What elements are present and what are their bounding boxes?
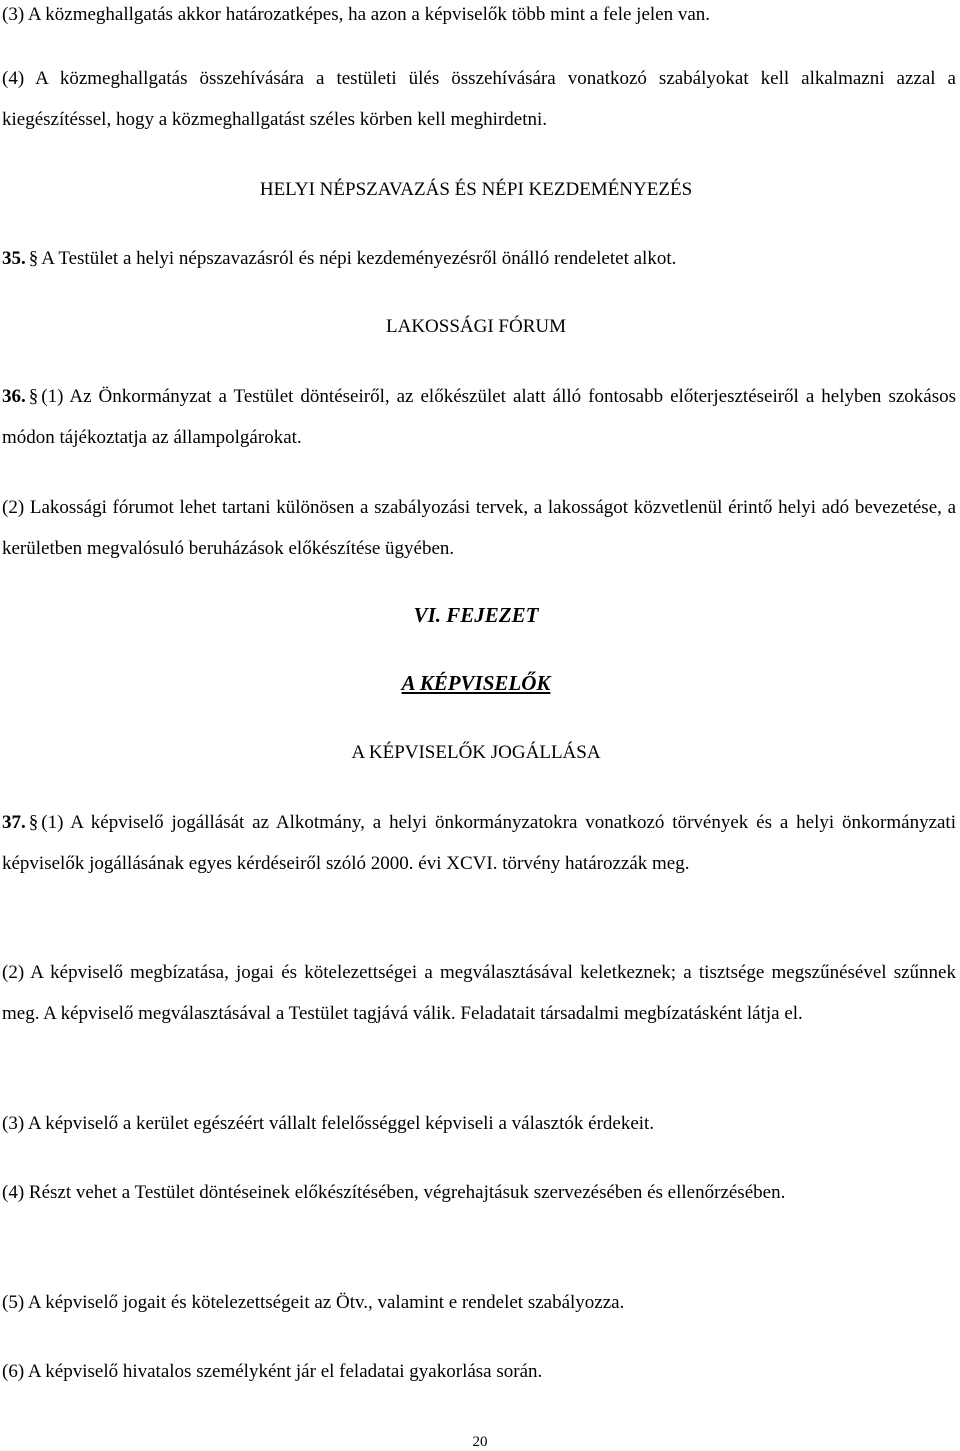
section-37-1: [2, 802, 956, 884]
section-37-5: (5) A képviselő jogait és kötelezettségeit az Ötv., valamint e rendelet szabályozza.: [2, 1292, 625, 1313]
section-text: A Testület a helyi népszavazásról és népi kezdeményezésről önálló rendeletet alkot.: [41, 248, 677, 269]
heading-nepszavazas: HELYI NÉPSZAVAZÁS ÉS NÉPI KEZDEMÉNYEZÉS: [259, 179, 693, 200]
paragraph-3: (3) A közmeghallgatás akkor határozatképes, ha azon a képviselők több mint a fele jelen van.: [2, 4, 711, 25]
chapter-title-wrap: [0, 668, 956, 700]
chapter-title: A KÉPVISELŐK: [401, 671, 551, 695]
section-sign: §: [28, 386, 39, 407]
section-sign: §: [28, 812, 39, 833]
section-36-2: (2) Lakossági fórumot lehet tartani különösen a szabályozási tervek, a lakosságot közvetlenül érintő helyi adó bevezetése, a kerületben megvalósuló beruházások előkészítése ügyében.: [2, 497, 956, 559]
paragraph-4: (4) A közmeghallgatás összehívására a testületi ülés összehívására vonatkozó szabályokat kell alkalmazni azzal a kiegészítéssel, hogy a közmeghallgatást széles körben kell meghirdetni.: [2, 68, 956, 130]
section-sign: §: [28, 248, 39, 269]
heading-lakossagi-forum: LAKOSSÁGI FÓRUM: [386, 316, 566, 337]
section-number: 37.: [2, 812, 26, 833]
section-number: 36.: [2, 386, 26, 407]
section-37-4: (4) Részt vehet a Testület döntéseinek előkészítésében, végrehajtásuk szervezésében és ellenőrzésében.: [2, 1182, 786, 1203]
section-text: (1) A képviselő jogállását az Alkotmány, a helyi önkormányzatokra vonatkozó törvények és a helyi önkormányzati képviselők jogállásának egyes kérdéseiről szóló 2000. évi XCVI. törvény határozzák meg.: [2, 812, 956, 874]
section-37-3: (3) A képviselő a kerület egészéért vállalt felelősséggel képviseli a választók érdekeit.: [2, 1113, 655, 1134]
section-35: [2, 238, 956, 279]
chapter-number: VI. FEJEZET: [413, 603, 539, 627]
section-37-2: (2) A képviselő megbízatása, jogai és kötelezettségei a megválasztásával keletkeznek; a tisztsége megszűnésével szűnnek meg. A képviselő megválasztásával a Testület tagjává válik. Feladatait társadalmi megbízatásként látja el.: [2, 962, 956, 1024]
heading-kepviselok-jogallasa: A KÉPVISELŐK JOGÁLLÁSA: [351, 742, 601, 763]
section-36-1: [2, 376, 956, 458]
section-text: (1) Az Önkormányzat a Testület döntéseiről, az előkészület alatt álló fontosabb előterjesztéseiről a helyben szokásos módon tájékoztatja az állampolgárokat.: [2, 386, 956, 448]
section-37-6: (6) A képviselő hivatalos személyként jár el feladatai gyakorlása során.: [2, 1361, 543, 1382]
section-number: 35.: [2, 248, 26, 269]
page-number: 20: [472, 1434, 488, 1450]
